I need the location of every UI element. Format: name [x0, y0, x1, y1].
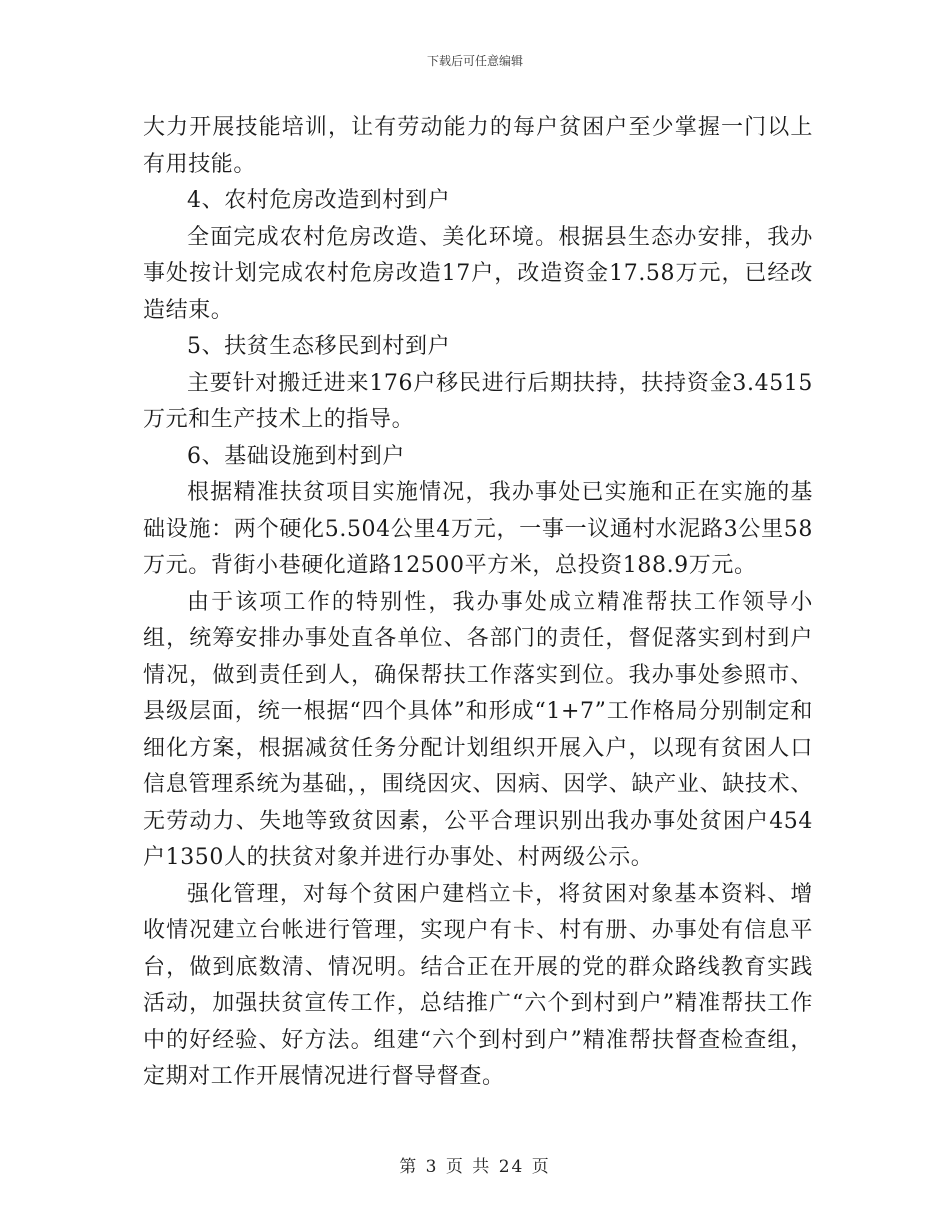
section-heading: 6、基础设施到村到户 — [187, 443, 405, 469]
page-header: 下载后可任意编辑 — [426, 54, 523, 68]
document-body — [143, 110, 813, 1096]
paragraph: 主要针对搬迁进来176户移民进行后期扶持，扶持资金3.4515万元和生产技术上的指导。 — [143, 370, 813, 432]
paragraph: 强化管理，对每个贫困户建档立卡，将贫困对象基本资料、增收情况建立台帐进行管理，实现户有卡、村有册、办事处有信息平台，做到底数清、情况明。结合正在开展的党的群众路线教育实践活动，加强扶贫宣传工作，总结推广“六个到村到户”精准帮扶工作中的好经验、好方法。组建“六个到村到户”精准帮扶督查检查组，定期对工作开展情况进行督导督查。 — [143, 881, 813, 1089]
paragraph: 大力开展技能培训，让有劳动能力的每户贫困户至少掌握一门以上有用技能。 — [143, 115, 813, 177]
page-number: 第 3 页 共 24 页 — [399, 1157, 551, 1177]
paragraph: 全面完成农村危房改造、美化环境。根据县生态办安排，我办事处按计划完成农村危房改造17户，改造资金17.58万元，已经改造结束。 — [143, 224, 813, 323]
section-heading: 4、农村危房改造到村到户 — [187, 188, 451, 213]
paragraph: 根据精准扶贫项目实施情况，我办事处已实施和正在实施的基础设施：两个硬化5.504公里4万元，一事一议通村水泥路3公里58万元。背街小巷硬化道路12500平方米，总投资188.9万元。 — [143, 480, 813, 578]
paragraph: 由于该项工作的特别性，我办事处成立精准帮扶工作领导小组，统筹安排办事处直各单位、各部门的责任，督促落实到村到户情况，做到责任到人，确保帮扶工作落实到位。我办事处参照市、县级层面，统一根据“四个具体”和形成“1+7”工作格局分别制定和细化方案，根据减贫任务分配计划组织开展入户，以现有贫困人口信息管理系统为基础，，围绕因灾、因病、因学、缺产业、缺技术、无劳动力、失地等致贫因素，公平合理识别出我办事处贫困户454户1350人的扶贫对象并进行办事处、村两级公示。 — [143, 589, 813, 870]
section-heading: 5、扶贫生态移民到村到户 — [187, 334, 451, 359]
